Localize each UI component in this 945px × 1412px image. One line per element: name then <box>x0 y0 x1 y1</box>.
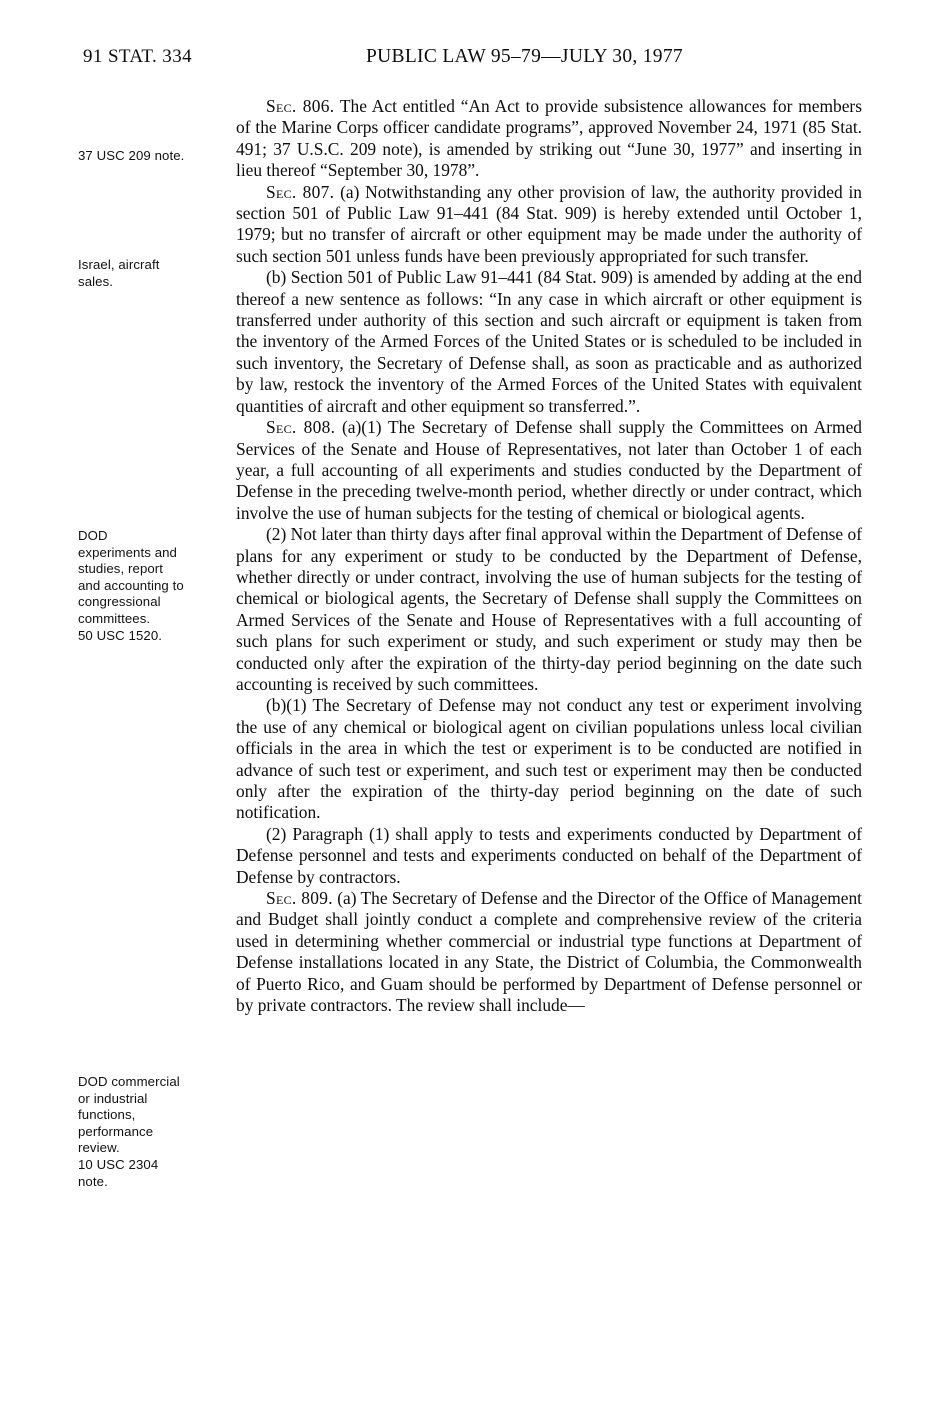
sidenote-line: DOD <box>78 528 108 543</box>
sidenote-line: or industrial <box>78 1090 148 1106</box>
sidenote-line: and accounting to <box>78 577 184 593</box>
section-label: Sec. 806. <box>266 96 335 116</box>
paragraph-text: (2) Paragraph (1) shall apply to tests and experiments conducted by Department of Defense personnel and tests and experiments conducted on behalf of the Department of Defense by contractors. <box>236 823 862 887</box>
sidenote-line: functions, <box>78 1107 136 1123</box>
sidenote-line: Israel, aircraft <box>78 257 160 272</box>
paragraph-text: (2) Not later than thirty days after final approval within the Department of Defense of plans for any experiment or study to be conducted by the Department of Defense, whether directly or under contract, involving the use of human subjects for the testing of chemical or biological agents, the Secretary of Defense shall supply the Committees on Armed Services of the Senate and House of Representatives with a full accounting of such plans for such experiment or study, and such experiment or study may then be conducted only after the expiration of the thirty-day period beginning on the date such accounting is received by such committees. <box>236 524 862 694</box>
sidenote-line: note. <box>78 1173 108 1189</box>
paragraph-text: (a)(1) The Secretary of Defense shall supply the Committees on Armed Services of the Senate and House of Representatives, not later than October 1 of each year, a full accounting of all experiments and studies conducted by the Department of Defense in the preceding twelve-month period, whether directly or under contract, which involve the use of human subjects for the testing of chemical or biological agents. <box>236 417 862 523</box>
sidenote-line: performance <box>78 1123 154 1139</box>
paragraph <box>236 96 862 182</box>
note-israel-aircraft <box>78 257 228 290</box>
sidenote-line: experiments and <box>78 544 177 560</box>
running-head <box>78 44 867 84</box>
sidenote-line: congressional <box>78 594 161 610</box>
sidenote-line: 37 USC 209 note. <box>78 148 185 163</box>
note-37-usc-209 <box>78 148 228 165</box>
paragraph <box>236 888 862 1016</box>
sidenote-line: DOD commercial <box>78 1074 180 1089</box>
section-label: Sec. 808. <box>266 417 336 438</box>
section-label: Sec. 809. <box>266 888 333 909</box>
paragraph-text: (a) Notwithstanding any other provision of law, the authority provided in section 501 of Public Law 91–441 (84 Stat. 909) is hereby extended until October 1, 1979; but no transfer of aircraft or other equipment may be made under the authority of such section 501 unless funds have been previously appropriated for such transfer. <box>236 181 862 266</box>
paragraph-text: (b) Section 501 of Public Law 91–441 (84 Stat. 909) is amended by adding at the end thereof a new sentence as follows: “In any case in which aircraft or other equipment is transferred under authority of this section and such aircraft or equipment is taken from the inventory of the Armed Forces of the United States or is scheduled to be included in such inventory, the Secretary of Defense shall, as soon as practicable and as authorized by law, restock the inventory of the Armed Forces of the United States with equivalent quantities of aircraft and other equipment so transferred.”. <box>236 267 862 416</box>
sidenote-line: review. <box>78 1140 120 1156</box>
paragraph <box>236 824 862 888</box>
paragraph <box>236 267 862 417</box>
paragraph <box>236 417 862 524</box>
note-dod-experiments <box>78 528 228 644</box>
main-text-column <box>236 96 862 1016</box>
page-title: PUBLIC LAW 95–79—JULY 30, 1977 <box>366 46 683 67</box>
sidenote-line: committees. <box>78 610 151 626</box>
paragraph-text: The Act entitled “An Act to provide subsistence allowances for members of the Marine Corps officer candidate programs”, approved November 24, 1971 (85 Stat. 491; 37 U.S.C. 209 note), is amended by striking out “June 30, 1977” and inserting in lieu thereof “September 30, 1978”. <box>236 96 862 181</box>
note-dod-commercial <box>78 1074 228 1190</box>
paragraph <box>236 524 862 695</box>
body-area <box>78 96 867 1189</box>
paragraph-text: (a) The Secretary of Defense and the Director of the Office of Management and Budget shall jointly conduct a complete and comprehensive review of the criteria used in determining whether commercial or industrial type functions at Department of Defense installations located in any State, the District of Columbia, the Commonwealth of Puerto Rico, and Guam should be performed by Department of Defense personnel or by private contractors. The review shall include— <box>236 888 862 1016</box>
paragraph <box>236 182 862 268</box>
sidenote-line: 50 USC 1520. <box>78 627 163 643</box>
paragraph-text: (b)(1) The Secretary of Defense may not conduct any test or experiment involving the use of any chemical or biological agent on civilian populations unless local civilian officials in the area in which the test or experiment is to be conducted are notified in advance of such test or experiment, and such test or experiment may then be conducted only after the expiration of the thirty-day period beginning on the date of such notification. <box>236 695 862 823</box>
sidenote-line: 10 USC 2304 <box>78 1156 159 1172</box>
sidenote-line: sales. <box>78 273 114 289</box>
sidenote-line: studies, report <box>78 561 164 577</box>
section-label: Sec. 807. <box>266 181 335 202</box>
statute-citation: 91 STAT. 334 <box>83 46 193 67</box>
paragraph <box>236 695 862 823</box>
